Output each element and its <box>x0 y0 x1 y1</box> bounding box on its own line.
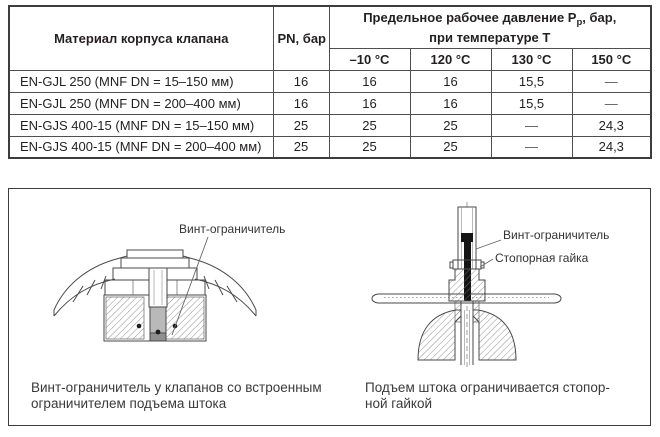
material-cell: EN-GJL 250 (MNF DN = 200–400 мм) <box>9 92 273 114</box>
pressure-header-line2: при температуре Т <box>429 29 551 45</box>
pressure-cell: 25 <box>410 114 491 136</box>
pn-column-header: PN, бар <box>273 6 329 70</box>
material-cell: EN-GJL 250 (MNF DN = 15–150 мм) <box>9 70 273 92</box>
material-column-header: Материал корпуса клапана <box>9 6 273 70</box>
pressure-cell: 15,5 <box>491 70 572 92</box>
left-caption <box>31 380 322 412</box>
right-nut-label: Стопорная гайка <box>495 251 589 265</box>
right-caption-line2: ной гайкой <box>365 396 433 411</box>
valve-figure-box <box>8 188 651 426</box>
pressure-cell: 25 <box>329 136 410 158</box>
right-caption <box>365 380 610 412</box>
pressure-cell: 16 <box>410 92 491 114</box>
table-row <box>9 114 651 136</box>
pressure-cell: — <box>491 114 572 136</box>
screw-leader-line <box>476 240 501 249</box>
table-row <box>9 70 651 92</box>
right-caption-line1: Подъем штока ограничивается стопор- <box>365 380 610 395</box>
right-screw-label: Винт-ограничитель <box>503 228 610 242</box>
left-caption-line1: Винт-ограничитель у клапанов со встроенным <box>31 380 322 395</box>
pressure-cell: 24,3 <box>572 114 651 136</box>
nut-leader-line <box>480 259 493 267</box>
pressure-cell: 16 <box>329 70 410 92</box>
pressure-cell: — <box>572 70 651 92</box>
left-caption-line2: ограничителем подъема штока <box>31 396 227 411</box>
pressure-cell: 25 <box>329 114 410 136</box>
pressure-cell: — <box>491 136 572 158</box>
pn-cell: 16 <box>273 92 329 114</box>
temp-header-120: 120 °C <box>410 48 491 70</box>
temp-header-130: 130 °C <box>491 48 572 70</box>
table-row <box>9 92 651 114</box>
pressure-cell: 15,5 <box>491 92 572 114</box>
pressure-header-line1: Предельное рабочее давление $P_р$, бар, <box>363 9 617 28</box>
valve-top-drawing <box>54 250 256 341</box>
table-header-row-1 <box>9 6 651 48</box>
pressure-cell: 16 <box>410 70 491 92</box>
pressure-cell: 25 <box>410 136 491 158</box>
pressure-cell: 16 <box>329 92 410 114</box>
material-cell: EN-GJS 400-15 (MNF DN = 200–400 мм) <box>9 136 273 158</box>
pressure-cell: 24,3 <box>572 136 651 158</box>
temp-header-minus10: –10 °C <box>329 48 410 70</box>
left-screw-label: Винт-ограничитель <box>179 222 286 236</box>
material-cell: EN-GJS 400-15 (MNF DN = 15–150 мм) <box>9 114 273 136</box>
pn-cell: 25 <box>273 114 329 136</box>
pressure-cell: — <box>572 92 651 114</box>
pn-cell: 25 <box>273 136 329 158</box>
temp-header-150: 150 °C <box>572 48 651 70</box>
pressure-subscript: р <box>576 16 583 28</box>
table-row <box>9 136 651 158</box>
pn-cell: 16 <box>273 70 329 92</box>
pressure-group-header <box>329 6 651 48</box>
pressure-limits-table <box>8 5 652 159</box>
valve-stem-drawing <box>372 202 561 367</box>
